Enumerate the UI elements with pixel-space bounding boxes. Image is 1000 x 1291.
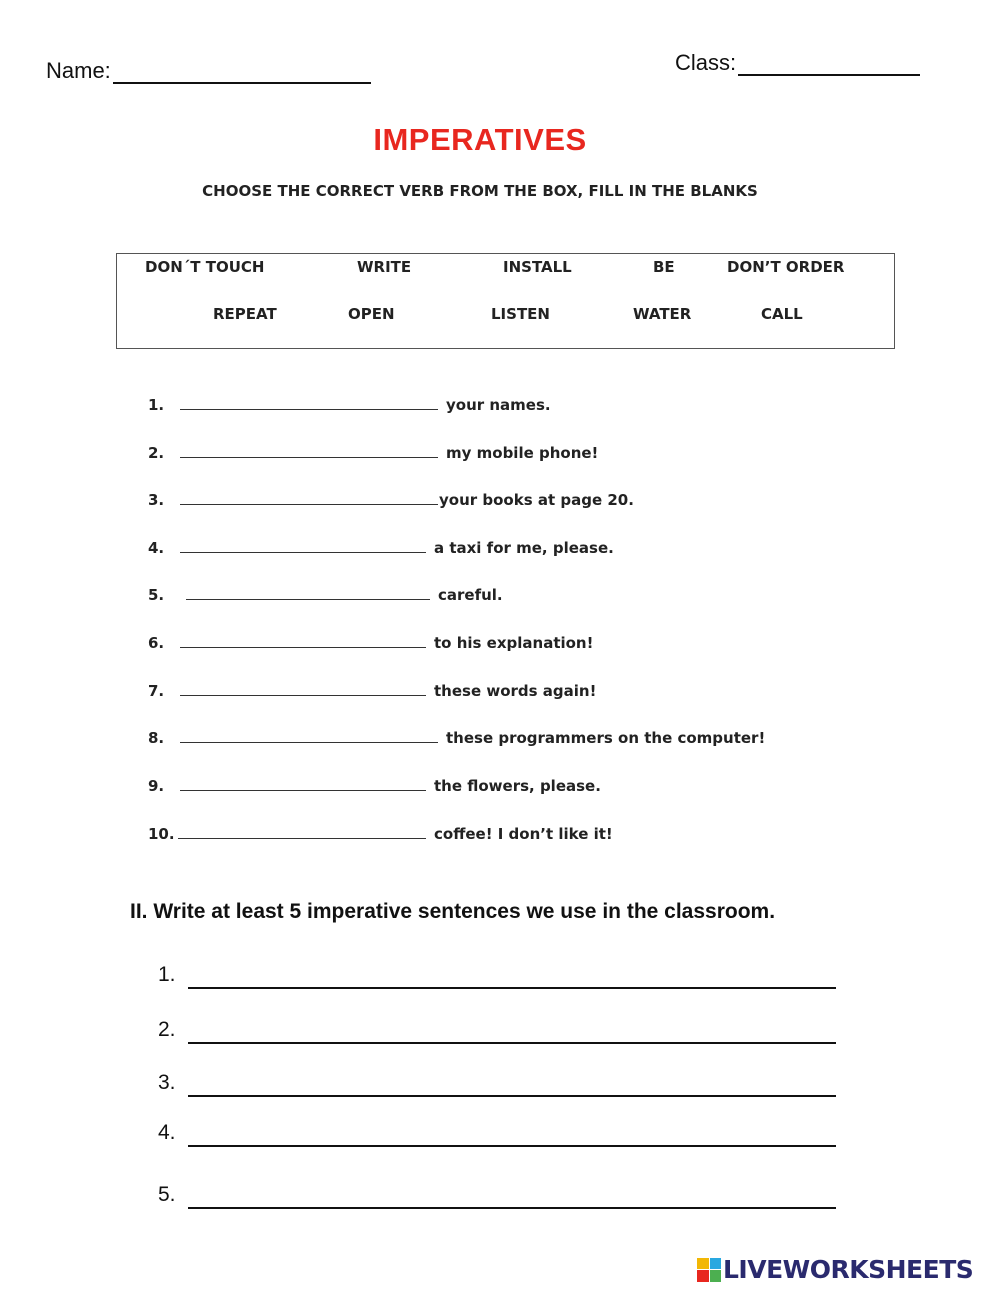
exercise-text: a taxi for me, please. xyxy=(434,539,614,557)
writing-line xyxy=(158,1183,176,1207)
exercise-number: 4. xyxy=(148,539,165,557)
writing-line-number: 1. xyxy=(158,963,176,986)
exercise-number: 3. xyxy=(148,491,165,509)
exercise-number: 9. xyxy=(148,777,165,795)
answer-blank[interactable] xyxy=(180,409,438,410)
exercise-number: 10. xyxy=(148,825,175,843)
writing-line xyxy=(158,1071,176,1095)
exercise-text: careful. xyxy=(438,586,503,604)
exercise-item xyxy=(148,674,597,700)
logo-icon xyxy=(697,1258,721,1282)
writing-line xyxy=(158,1018,176,1042)
writing-line-blank[interactable] xyxy=(188,1207,836,1209)
exercise-item xyxy=(148,483,634,509)
exercise-item xyxy=(148,388,551,414)
writing-line-blank[interactable] xyxy=(188,1042,836,1044)
exercise-text: the flowers, please. xyxy=(434,777,601,795)
writing-line-blank[interactable] xyxy=(188,987,836,989)
word-item: DON´T TOUCH xyxy=(145,258,265,276)
writing-line-number: 2. xyxy=(158,1018,176,1041)
word-item: DON’T ORDER xyxy=(727,258,845,276)
instructions: CHOOSE THE CORRECT VERB FROM THE BOX, FILL IN THE BLANKS xyxy=(202,182,758,200)
writing-line-number: 5. xyxy=(158,1183,176,1206)
exercise-item xyxy=(148,436,599,462)
exercise-text: these words again! xyxy=(434,682,597,700)
name-field[interactable] xyxy=(46,58,371,84)
word-item: BE xyxy=(653,258,675,276)
class-input-line[interactable] xyxy=(738,58,920,76)
exercise-text: your books at page 20. xyxy=(439,491,634,509)
logo-text: LIVEWORKSHEETS xyxy=(723,1255,974,1284)
word-item: CALL xyxy=(761,305,803,323)
exercise-text: these programmers on the computer! xyxy=(446,729,766,747)
exercise-number: 5. xyxy=(148,586,165,604)
exercise-number: 1. xyxy=(148,396,165,414)
exercise-item xyxy=(148,578,503,604)
word-item: OPEN xyxy=(348,305,395,323)
worksheet-title: IMPERATIVES xyxy=(373,122,587,157)
answer-blank[interactable] xyxy=(180,552,426,553)
liveworksheets-logo xyxy=(697,1255,973,1284)
exercise-number: 2. xyxy=(148,444,165,462)
class-label: Class: xyxy=(675,50,737,75)
writing-line-blank[interactable] xyxy=(188,1095,836,1097)
word-item: LISTEN xyxy=(491,305,550,323)
exercise-item xyxy=(148,721,766,747)
answer-blank[interactable] xyxy=(180,742,438,743)
word-item: WRITE xyxy=(357,258,412,276)
writing-line xyxy=(158,1121,176,1145)
word-box xyxy=(116,253,895,349)
exercise-number: 7. xyxy=(148,682,165,700)
answer-blank[interactable] xyxy=(178,838,426,839)
exercise-number: 8. xyxy=(148,729,165,747)
answer-blank[interactable] xyxy=(186,599,430,600)
word-item: REPEAT xyxy=(213,305,277,323)
section-2-heading: II. Write at least 5 imperative sentences we use in the classroom. xyxy=(130,900,776,923)
answer-blank[interactable] xyxy=(180,647,426,648)
exercise-item xyxy=(148,817,613,843)
exercise-text: my mobile phone! xyxy=(446,444,599,462)
answer-blank[interactable] xyxy=(180,504,438,505)
exercise-item xyxy=(148,531,614,557)
writing-line-number: 3. xyxy=(158,1071,176,1094)
word-item: WATER xyxy=(633,305,692,323)
answer-blank[interactable] xyxy=(180,457,438,458)
writing-line-blank[interactable] xyxy=(188,1145,836,1147)
exercise-text: coffee! I don’t like it! xyxy=(434,825,613,843)
exercise-text: to his explanation! xyxy=(434,634,594,652)
writing-line xyxy=(158,963,176,987)
exercise-item xyxy=(148,769,601,795)
exercise-text: your names. xyxy=(446,396,551,414)
name-label: Name: xyxy=(46,58,111,83)
exercise-item xyxy=(148,626,594,652)
name-input-line[interactable] xyxy=(113,66,371,84)
exercise-number: 6. xyxy=(148,634,165,652)
word-item: INSTALL xyxy=(503,258,572,276)
writing-line-number: 4. xyxy=(158,1121,176,1144)
answer-blank[interactable] xyxy=(180,790,426,791)
answer-blank[interactable] xyxy=(180,695,426,696)
class-field[interactable] xyxy=(675,50,920,76)
